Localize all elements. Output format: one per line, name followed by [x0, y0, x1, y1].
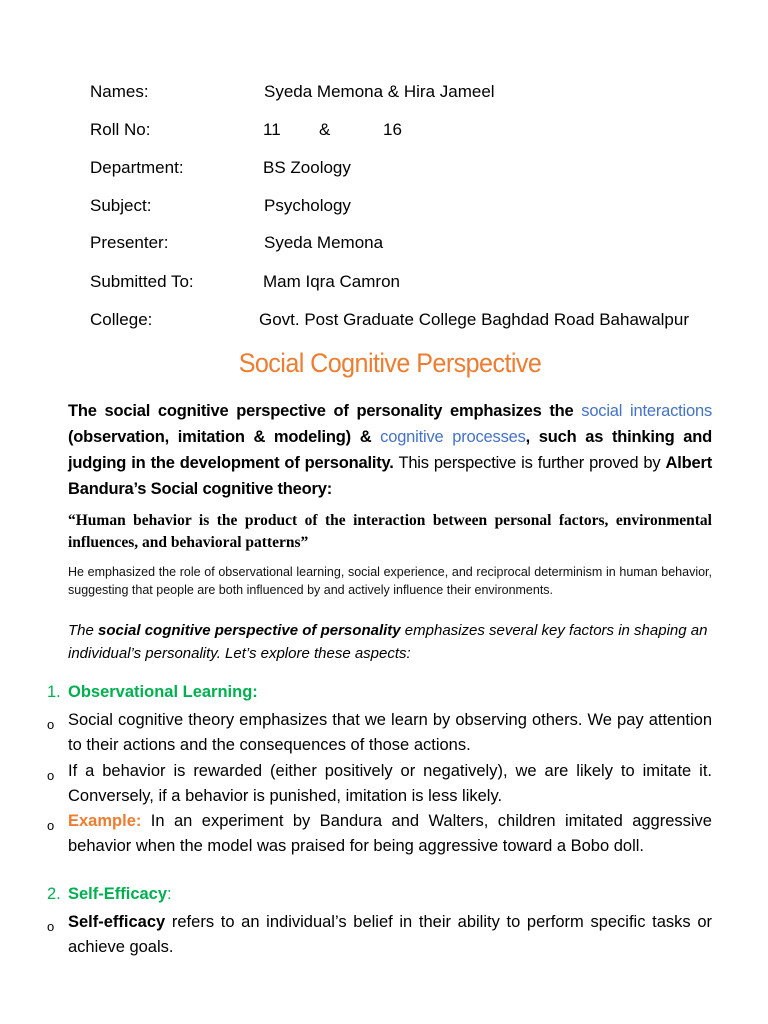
bullet-icon: o [47, 717, 55, 732]
bullet-text: Social cognitive theory emphasizes that we learn by observing others. We pay attention to their actions and the consequences of those actions. [68, 711, 712, 754]
list-item [47, 809, 712, 859]
list-item [47, 708, 712, 758]
example-label: Example: [68, 812, 142, 830]
italic-text: The [68, 622, 99, 639]
info-value: BS Zoology [263, 158, 351, 177]
bullet-text [68, 809, 712, 859]
info-value: Govt. Post Graduate College Baghdad Road Bahawalpur [259, 310, 689, 329]
info-value: Syeda Memona & Hira Jameel [264, 82, 495, 101]
info-label: Names: [90, 82, 149, 101]
italic-bold-text: social cognitive perspective of personality [98, 622, 401, 639]
quote: “Human behavior is the product of the interaction between personal factors, environmental influences, and behavioral patterns” [68, 512, 712, 551]
bullet-icon: o [47, 919, 55, 934]
intro-text: This perspective is further proved by [393, 454, 666, 472]
info-label: Subject: [90, 196, 152, 215]
info-value: Psychology [264, 196, 351, 215]
info-value: 16 [383, 120, 402, 139]
italic-text: emphasizes several key factors in shaping an individual’s personality. Let’s explore these aspects: [68, 622, 708, 662]
info-label: College: [90, 310, 153, 329]
section-title: Self-Efficacy [68, 885, 168, 903]
key-factors-intro [68, 619, 712, 665]
intro-text: The social cognitive perspective of personality emphasizes the [68, 402, 582, 420]
intro-paragraph [68, 398, 712, 502]
info-value: 11 [263, 120, 281, 139]
list-item [47, 910, 712, 960]
bullet-icon: o [47, 768, 55, 783]
bandura-paragraph: He emphasized the role of observational learning, social experience, and reciprocal determinism in human behavior, suggesting that people are both influenced by and actively influence their environments. [68, 565, 712, 597]
info-label: Submitted To: [90, 272, 194, 291]
intro-text: (observation, imitation & modeling) & [68, 428, 381, 446]
info-label: Roll No: [90, 120, 151, 139]
document-title: Social Cognitive Perspective [238, 348, 542, 378]
section-title: Observational Learning: [68, 683, 258, 701]
section-heading-observational-learning [47, 683, 258, 702]
intro-text: , such as thinking and judging in the development of personality. [68, 428, 713, 472]
info-label: Presenter: [90, 233, 169, 252]
self-efficacy-term: Self-efficacy [68, 913, 166, 931]
section-title-suffix: : [167, 885, 172, 903]
info-label: Department: [90, 158, 184, 177]
cognitive-processes-term: cognitive processes [380, 428, 526, 446]
bullet-text: If a behavior is rewarded (either positively or negatively), we are likely to imitate it. Conversely, if a behavior is punished, imitation is less likely. [68, 762, 712, 805]
info-value: & [319, 120, 331, 139]
self-efficacy-definition: refers to an individual’s belief in their ability to perform specific tasks or achieve goals. [68, 913, 712, 956]
example-text: In an experiment by Bandura and Walters, children imitated aggressive behavior when the model was praised for being aggressive toward a Bobo doll. [68, 812, 712, 855]
bandura-theory: Albert Bandura’s Social cognitive theory: [68, 454, 712, 498]
section-number: 1. [47, 683, 61, 701]
section-number: 2. [47, 885, 61, 903]
bullet-icon: o [47, 818, 55, 833]
info-value: Mam Iqra Camron [263, 272, 400, 291]
list-item [47, 759, 712, 809]
bullet-text [68, 910, 712, 960]
social-interactions-term: social interactions [581, 402, 712, 420]
info-value: Syeda Memona [264, 233, 384, 252]
section-heading-self-efficacy [47, 885, 172, 904]
